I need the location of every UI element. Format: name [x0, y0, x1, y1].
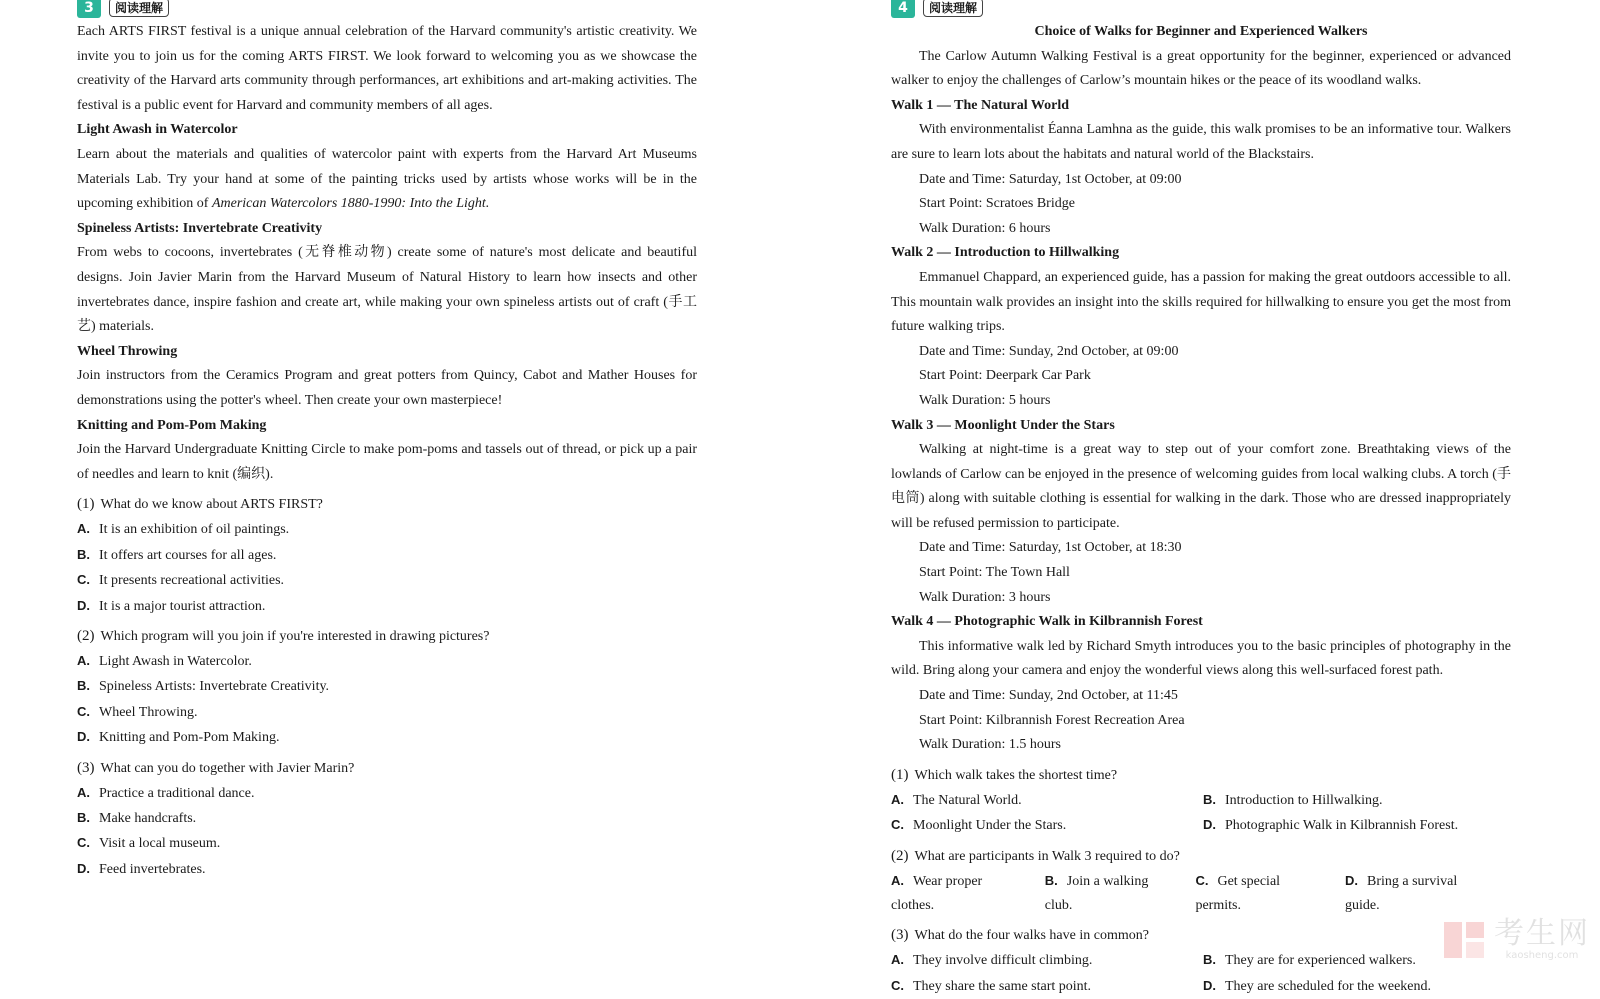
walk-duration: Walk Duration: 1.5 hours — [919, 737, 1061, 753]
option-text: Moonlight Under the Stars. — [913, 818, 1067, 834]
watermark-url: kaosheng.com — [1505, 950, 1579, 961]
walk-start-point: Start Point: Deerpark Car Park — [919, 368, 1091, 384]
answer-option[interactable] — [77, 594, 697, 619]
answer-option[interactable] — [77, 674, 697, 699]
option-letter: B. — [1203, 791, 1216, 807]
walk-date: Date and Time: Sunday, 2nd October, at 09:00 — [919, 343, 1179, 359]
option-text: They involve difficult climbing. — [913, 953, 1093, 969]
option-letter: B. — [77, 546, 90, 562]
answer-option[interactable] — [891, 974, 1203, 999]
option-letter: D. — [1345, 872, 1358, 888]
intro-paragraph: Each ARTS FIRST festival is a unique annual celebration of the Harvard community's artistic creativity. We invite you to join us for the coming ARTS FIRST. We look forward to welcoming you as we showcase the creativity of the Harvard arts community through performances, art exhibitions and art-making activities. The festival is a public event for Harvard and community members of all ages. — [77, 24, 697, 113]
question-number: (1) — [891, 766, 909, 783]
walk-duration: Walk Duration: 5 hours — [919, 392, 1051, 408]
option-letter: B. — [1203, 952, 1216, 968]
option-letter: D. — [1203, 817, 1216, 833]
question-number: (2) — [77, 627, 95, 644]
watermark-logo-icon — [1444, 918, 1488, 962]
option-letter: A. — [891, 952, 904, 968]
question — [891, 923, 1511, 999]
program-title: Light Awash in Watercolor — [77, 122, 238, 138]
question-number: (3) — [891, 927, 909, 944]
option-text: Make handcrafts. — [99, 810, 197, 826]
answer-option[interactable] — [77, 543, 697, 568]
question-stem — [77, 756, 697, 781]
option-text: Practice a traditional dance. — [99, 785, 255, 801]
option-text: The Natural World. — [913, 792, 1022, 808]
answer-option[interactable] — [77, 649, 697, 674]
option-text: They are scheduled for the weekend. — [1225, 978, 1432, 994]
option-letter: C. — [1195, 872, 1209, 888]
option-text: They share the same start point. — [913, 978, 1092, 994]
question-text: What do we know about ARTS FIRST? — [100, 497, 323, 513]
answer-option[interactable] — [77, 806, 697, 831]
question-stem — [891, 763, 1511, 788]
reading-comprehension-tag: 阅读理解 — [109, 0, 169, 17]
walk-start-point: Start Point: The Town Hall — [919, 565, 1070, 581]
section-header — [77, 0, 697, 18]
walk-start-point: Start Point: Kilbrannish Forest Recreation Area — [919, 712, 1185, 728]
question — [77, 756, 697, 883]
options-grid — [891, 948, 1511, 999]
option-letter: A. — [77, 784, 90, 800]
option-letter: C. — [891, 977, 904, 993]
options-row — [891, 869, 1511, 919]
option-text: Light Awash in Watercolor. — [99, 653, 252, 669]
program-title: Spineless Artists: Invertebrate Creativity — [77, 220, 323, 236]
question-text: What do the four walks have in common? — [914, 928, 1149, 944]
program-title: Wheel Throwing — [77, 343, 178, 359]
program-description: Join instructors from the Ceramics Program and great potters from Quincy, Cabot and Mather Houses for demonstrations using the potter's wheel. Then create your own masterpiece! — [77, 368, 697, 408]
option-letter: D. — [77, 729, 90, 745]
option-text: Visit a local museum. — [99, 836, 221, 852]
question-stem — [77, 492, 697, 517]
option-text: It is an exhibition of oil paintings. — [99, 522, 290, 538]
walk-start-point: Start Point: Scratoes Bridge — [919, 196, 1075, 212]
program-description — [77, 143, 697, 217]
answer-option[interactable] — [891, 948, 1203, 973]
option-letter: B. — [77, 678, 90, 694]
option-letter: C. — [77, 572, 90, 588]
walk-title: Walk 2 — Introduction to Hillwalking — [891, 245, 1120, 261]
walk-date: Date and Time: Saturday, 1st October, at 18:30 — [919, 540, 1182, 556]
option-text: Photographic Walk in Kilbrannish Forest. — [1225, 818, 1459, 834]
option-letter: D. — [77, 597, 90, 613]
passage-title: Choice of Walks for Beginner and Experienced Walkers — [1034, 24, 1368, 39]
walk-title: Walk 1 — The Natural World — [891, 97, 1070, 113]
answer-option[interactable] — [77, 857, 697, 882]
option-letter: B. — [1044, 872, 1058, 888]
question-number: (3) — [77, 759, 95, 776]
option-text: Knitting and Pom-Pom Making. — [99, 730, 280, 746]
option-text: Feed invertebrates. — [99, 861, 206, 877]
question-text: Which walk takes the shortest time? — [914, 767, 1118, 783]
option-text: It offers art courses for all ages. — [99, 547, 277, 563]
answer-option[interactable] — [77, 781, 697, 806]
option-text: It is a major tourist attraction. — [99, 598, 266, 614]
question — [77, 624, 697, 751]
options-grid — [891, 788, 1511, 839]
question-stem — [891, 844, 1511, 869]
question-text: Which program will you join if you're interested in drawing pictures? — [100, 628, 490, 644]
option-letter: C. — [77, 835, 90, 851]
intro-paragraph: The Carlow Autumn Walking Festival is a great opportunity for the beginner, experienced or advanced walker to enjoy the challenges of Carlow’s mountain hikes or the peace of its woodland walks. — [891, 48, 1511, 89]
question-number: (1) — [77, 496, 95, 513]
answer-option[interactable] — [1195, 869, 1327, 919]
option-text: They are for experienced walkers. — [1225, 953, 1416, 969]
option-letter: B. — [77, 809, 90, 825]
option-text: Bring a survival guide. — [1345, 873, 1458, 914]
question-stem — [891, 923, 1511, 948]
question-number: (2) — [891, 847, 909, 864]
walk-date: Date and Time: Saturday, 1st October, at 09:00 — [919, 171, 1182, 187]
program-description: From webs to cocoons, invertebrates (无脊椎动物) create some of nature's most delicate and beautiful designs. Join Javier Marin from the Harvard Museum of Natural History to learn how insects and other invertebrates dance, inspire fashion and create art, while making your own spineless artists out of craft (手工艺) materials. — [77, 245, 697, 335]
answer-option[interactable] — [1345, 869, 1493, 919]
answer-option[interactable] — [1203, 788, 1511, 813]
question — [77, 492, 697, 619]
question — [891, 844, 1511, 919]
answer-option[interactable] — [891, 788, 1203, 813]
program-text: Learn about the materials and qualities of watercolor paint with experts from the Harvard Art Museums Materials Lab. Try your hand at some of the painting tricks used by artists whose works will be in the upcoming exhibition of — [77, 146, 697, 212]
walk-description: With environmentalist Éanna Lamhna as the guide, this walk promises to be an informative tour. Walkers are sure to learn lots about the habitats and natural world of the Blackstairs. — [891, 122, 1511, 162]
option-letter: A. — [891, 791, 904, 807]
question-text: What are participants in Walk 3 required to do? — [914, 848, 1180, 864]
walk-description: Emmanuel Chappard, an experienced guide, has a passion for making the great outdoors accessible to all. This mountain walk provides an insight into the skills required for hillwalking to ensure you get the most from future walking trips. — [891, 269, 1511, 335]
answer-option[interactable] — [1045, 869, 1178, 919]
program-description: Join the Harvard Undergraduate Knitting Circle to make pom-poms and tassels out of thread, or pick up a pair of needles and learn to knit (编织). — [77, 442, 697, 482]
passage-4 — [891, 0, 1511, 999]
passage-number-badge: 4 — [891, 0, 915, 18]
answer-option[interactable] — [77, 517, 697, 542]
answer-option[interactable] — [77, 700, 697, 725]
answer-option[interactable] — [891, 869, 1027, 919]
question — [891, 763, 1511, 839]
reading-comprehension-tag: 阅读理解 — [923, 0, 983, 17]
answer-option[interactable] — [1203, 974, 1511, 999]
program-title: Knitting and Pom-Pom Making — [77, 417, 267, 433]
answer-option[interactable] — [1203, 813, 1511, 838]
question-stem — [77, 624, 697, 649]
watermark — [1444, 918, 1590, 962]
walk-duration: Walk Duration: 6 hours — [919, 220, 1051, 236]
exhibition-title: American Watercolors 1880-1990: Into the Light. — [211, 196, 490, 212]
watermark-text — [1494, 918, 1590, 962]
passage-number-badge: 3 — [77, 0, 101, 18]
option-letter: D. — [1203, 977, 1216, 993]
walk-title: Walk 3 — Moonlight Under the Stars — [891, 417, 1115, 433]
option-letter: C. — [77, 703, 90, 719]
option-text: Introduction to Hillwalking. — [1225, 792, 1383, 808]
option-letter: D. — [77, 860, 90, 876]
walk-title: Walk 4 — Photographic Walk in Kilbrannish Forest — [891, 614, 1203, 630]
walk-duration: Walk Duration: 3 hours — [919, 589, 1051, 605]
answer-option[interactable] — [77, 725, 697, 750]
option-text: Wheel Throwing. — [99, 704, 198, 720]
watermark-brand: 考生网 — [1494, 916, 1590, 951]
question-text: What can you do together with Javier Marin? — [100, 760, 355, 776]
option-text: Spineless Artists: Invertebrate Creativity. — [99, 679, 330, 695]
walk-description: Walking at night-time is a great way to step out of your comfort zone. Breathtaking views of the lowlands of Carlow can be enjoyed in the presence of welcoming guides from local walking clubs. A torch (手电筒) along with suitable clothing is essential for walking in the dark. Those who are dressed inappropriately will be refused permission to participate. — [891, 442, 1511, 531]
option-text: Get special permits. — [1195, 873, 1281, 914]
option-letter: C. — [891, 817, 904, 833]
option-letter: A. — [891, 872, 904, 888]
walk-date: Date and Time: Sunday, 2nd October, at 11:45 — [919, 688, 1178, 704]
answer-option[interactable] — [77, 568, 697, 593]
option-text: Wear proper clothes. — [891, 873, 983, 914]
answer-option[interactable] — [891, 813, 1203, 838]
option-letter: A. — [77, 521, 90, 537]
section-header — [891, 0, 1511, 18]
option-text: It presents recreational activities. — [99, 573, 285, 589]
passage-3 — [77, 0, 697, 882]
answer-option[interactable] — [77, 831, 697, 856]
option-letter: A. — [77, 652, 90, 668]
walk-description: This informative walk led by Richard Smyth introduces you to the basic principles of photography in the wild. Bring along your camera and enjoy the wonderful views along this well-surfaced forest path. — [891, 638, 1511, 679]
option-text: Join a walking club. — [1044, 873, 1149, 914]
